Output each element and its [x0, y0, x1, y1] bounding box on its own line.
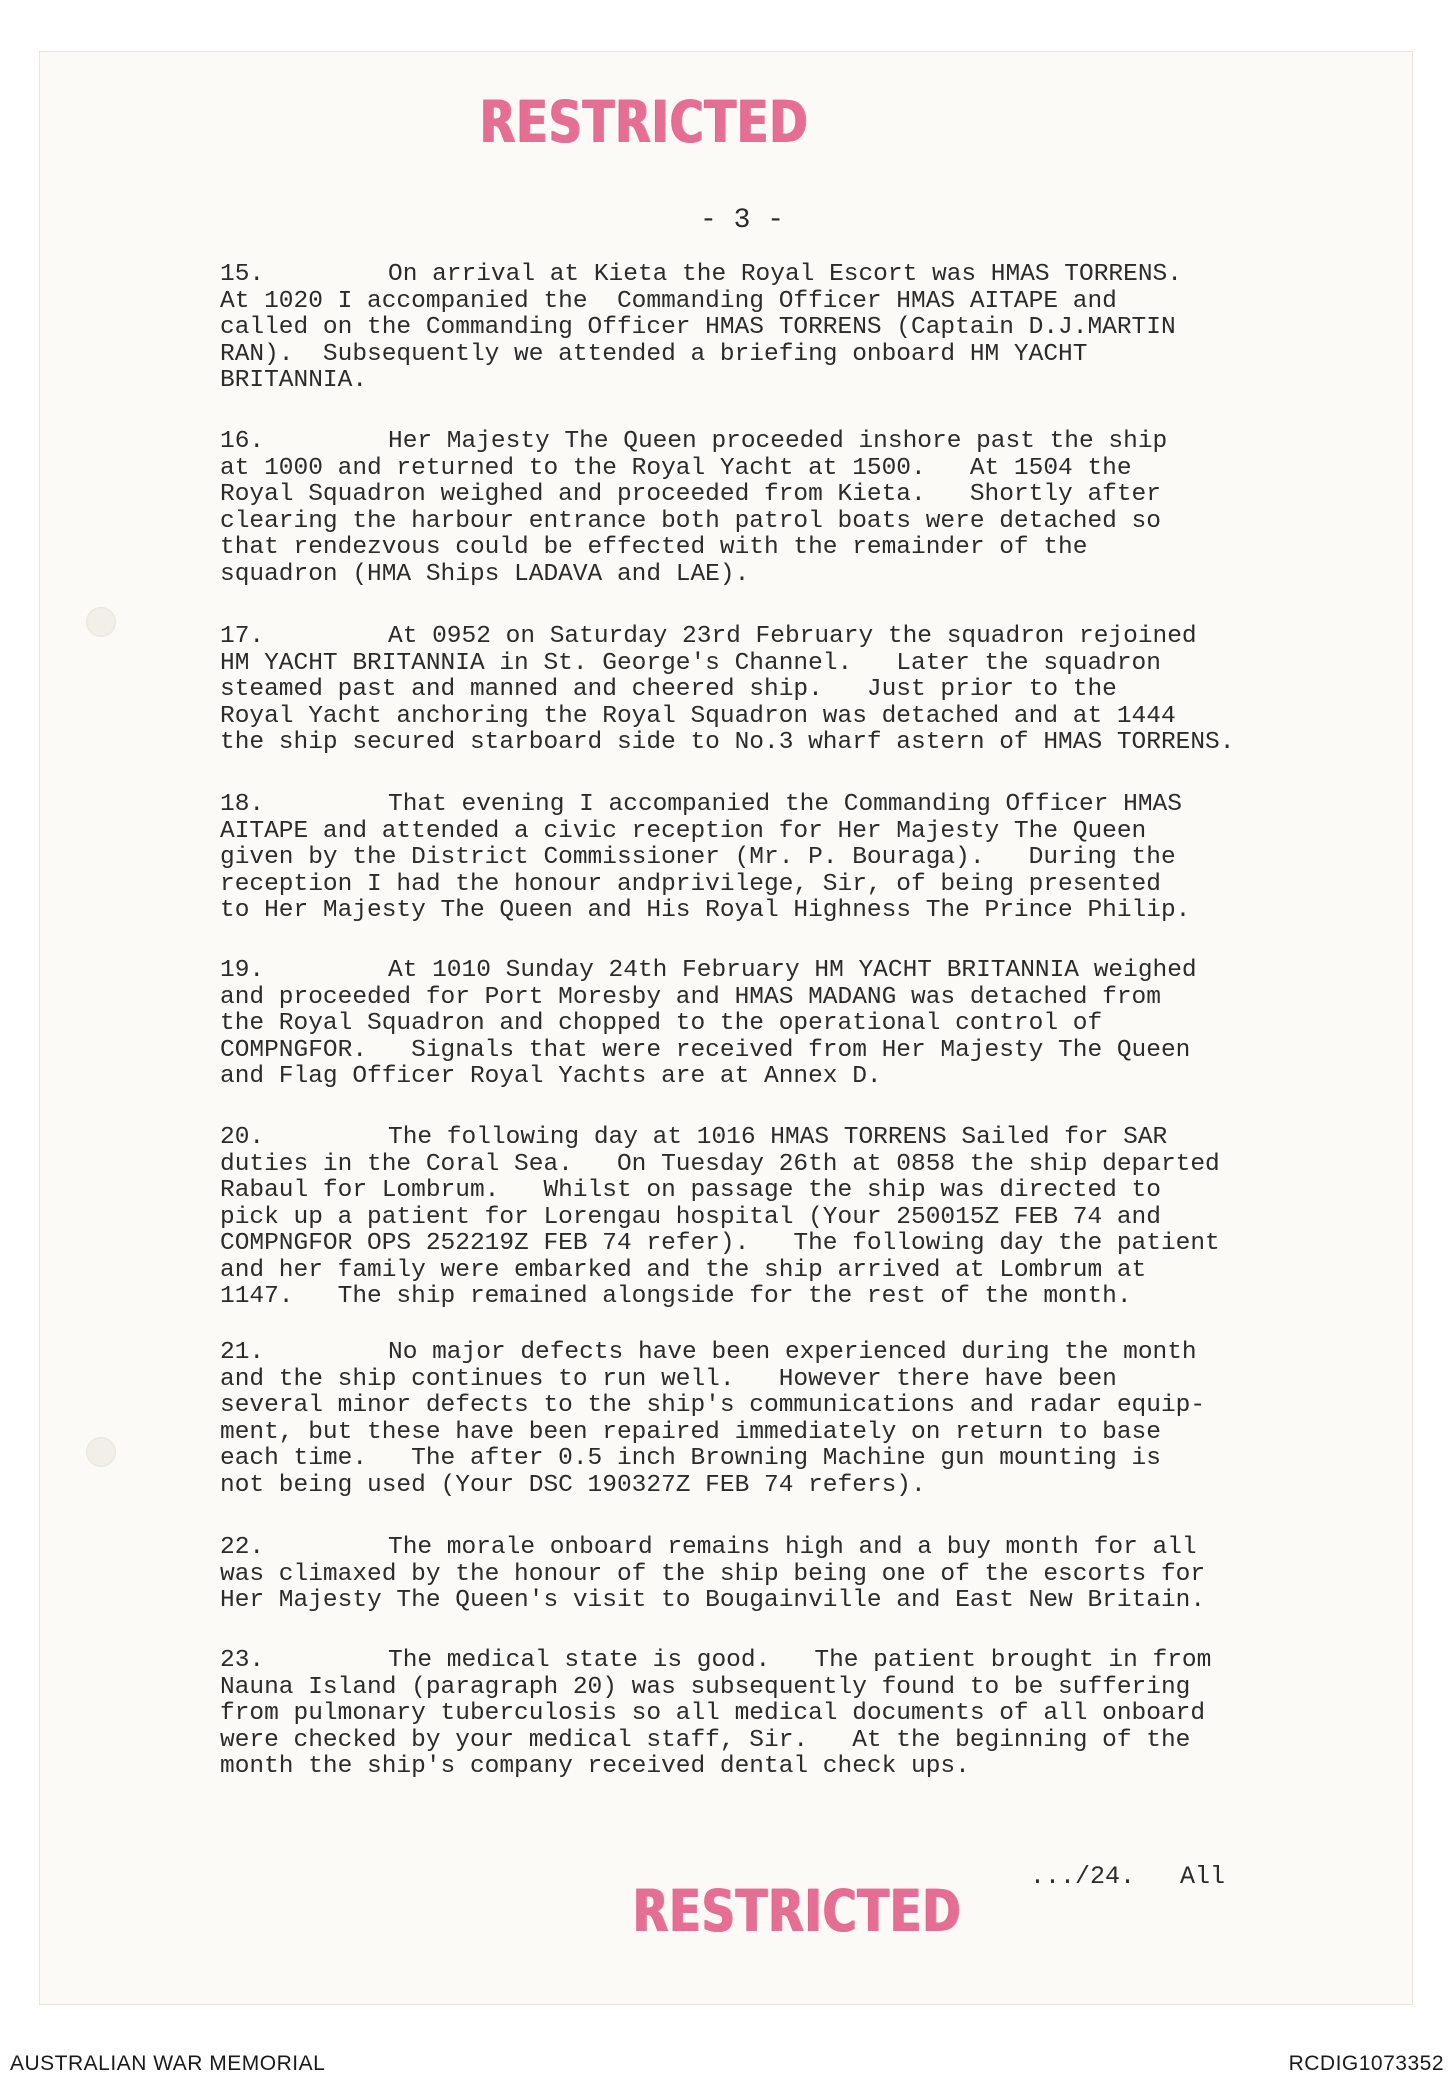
- paragraph-line: [220, 819, 1330, 846]
- paragraph-18: [220, 792, 1330, 925]
- paragraph-line: [220, 1754, 1330, 1781]
- paragraph-text: squadron (HMA Ships LADAVA and LAE).: [220, 560, 750, 588]
- paragraph-line: [220, 958, 1330, 985]
- footer-source: AUSTRALIAN WAR MEMORIAL: [10, 2052, 326, 2075]
- paragraph-line: [220, 1473, 1330, 1500]
- paragraph-text: given by the District Commissioner (Mr. P. Bouraga). During the: [220, 844, 1176, 871]
- paragraph-line: [220, 1152, 1330, 1179]
- paragraph-line: [220, 429, 1330, 456]
- paragraph-text: COMPNGFOR OPS 252219Z FEB 74 refer). The following day the patient: [220, 1230, 1220, 1257]
- paragraph-line: [220, 1648, 1330, 1675]
- paragraph-line: [220, 1038, 1330, 1065]
- paragraph-line: [220, 1588, 1330, 1615]
- paragraph-text: to Her Majesty The Queen and His Royal Highness The Prince Philip.: [220, 897, 1191, 924]
- paragraph-number: 17.: [220, 623, 265, 650]
- paragraph-text: At 1010 Sunday 24th February HM YACHT BRITANNIA weighed: [388, 957, 1197, 984]
- paragraph-line: [220, 1535, 1330, 1562]
- paragraph-line: [220, 482, 1330, 509]
- paragraph-text: duties in the Coral Sea. On Tuesday 26th at 0858 the ship departed: [220, 1150, 1220, 1178]
- paragraph-number: 19.: [220, 957, 265, 984]
- paragraph-line: [220, 289, 1330, 316]
- paragraph-line: [220, 1367, 1330, 1394]
- paragraph-line: [220, 1420, 1330, 1447]
- paragraph-line: [220, 872, 1330, 899]
- paragraph-text: The medical state is good. The patient brought in from: [388, 1647, 1212, 1674]
- paragraph-number: 23.: [220, 1647, 265, 1674]
- paragraph-line: [220, 1064, 1330, 1091]
- paragraph-line: [220, 1125, 1330, 1152]
- paragraph-text: Her Majesty The Queen's visit to Bougainville and East New Britain.: [220, 1587, 1206, 1614]
- paragraph-line: [220, 1393, 1330, 1420]
- paragraph-text: On arrival at Kieta the Royal Escort was HMAS TORRENS.: [388, 261, 1182, 288]
- paragraph-text: RAN). Subsequently we attended a briefing onboard HM YACHT: [220, 340, 1088, 368]
- paragraph-line: [220, 456, 1330, 483]
- paragraph-number: 20.: [220, 1124, 265, 1151]
- paragraph-number: 15.: [220, 261, 265, 288]
- paragraph-line: [220, 1284, 1330, 1311]
- paragraph-line: [220, 651, 1330, 678]
- paragraph-line: [220, 535, 1330, 562]
- paragraph-line: [220, 1562, 1330, 1589]
- paragraph-22: [220, 1535, 1330, 1615]
- paragraph-text: No major defects have been experienced during the month: [388, 1339, 1197, 1366]
- paragraph-text: clearing the harbour entrance both patrol boats were detached so: [220, 507, 1161, 535]
- paragraph-text: ment, but these have been repaired immediately on return to base: [220, 1418, 1161, 1446]
- paragraph-text: That evening I accompanied the Commanding Officer HMAS: [388, 791, 1182, 818]
- paragraph-line: [220, 262, 1330, 289]
- paragraph-15: [220, 262, 1330, 395]
- paragraph-line: [220, 1675, 1330, 1702]
- paragraph-text: were checked by your medical staff, Sir. At the beginning of the: [220, 1726, 1191, 1754]
- paragraph-line: [220, 845, 1330, 872]
- paragraph-number: 18.: [220, 791, 265, 818]
- paragraph-line: [220, 368, 1330, 395]
- paragraph-21: [220, 1340, 1330, 1499]
- paragraph-line: [220, 342, 1330, 369]
- restricted-stamp-top: RESTRICTED: [480, 88, 809, 156]
- paragraph-line: [220, 985, 1330, 1012]
- paragraph-line: [220, 704, 1330, 731]
- paragraph-text: at 1000 and returned to the Royal Yacht at 1500. At 1504 the: [220, 454, 1132, 482]
- paragraph-line: [220, 624, 1330, 651]
- paragraph-text: and her family were embarked and the ship arrived at Lombrum at: [220, 1256, 1147, 1284]
- paragraph-text: the ship secured starboard side to No.3 wharf astern of HMAS TORRENS.: [220, 729, 1235, 756]
- paragraph-23: [220, 1648, 1330, 1781]
- page-number: - 3 -: [700, 205, 785, 236]
- paragraph-text: from pulmonary tuberculosis so all medical documents of all onboard: [220, 1700, 1206, 1727]
- paragraph-line: [220, 315, 1330, 342]
- paragraph-text: Royal Squadron weighed and proceeded from Kieta. Shortly after: [220, 481, 1161, 508]
- paragraph-text: HM YACHT BRITANNIA in St. George's Channel. Later the squadron: [220, 649, 1161, 677]
- paragraph-text: steamed past and manned and cheered ship. Just prior to the: [220, 676, 1117, 703]
- paragraph-line: [220, 1258, 1330, 1285]
- paragraph-text: that rendezvous could be effected with the remainder of the: [220, 534, 1088, 561]
- punch-hole: [86, 1437, 116, 1467]
- paragraph-number: 21.: [220, 1339, 265, 1366]
- footer-id: RCDIG1073352: [1288, 2052, 1444, 2075]
- paragraph-text: each time. The after 0.5 inch Browning Machine gun mounting is: [220, 1445, 1161, 1472]
- paragraph-text: was climaxed by the honour of the ship being one of the escorts for: [220, 1560, 1206, 1588]
- paragraph-text: 1147. The ship remained alongside for the rest of the month.: [220, 1283, 1132, 1310]
- paragraph-line: [220, 677, 1330, 704]
- paragraph-line: [220, 1178, 1330, 1205]
- paragraph-19: [220, 958, 1330, 1091]
- paragraph-line: [220, 792, 1330, 819]
- paragraph-20: [220, 1125, 1330, 1311]
- paragraph-line: [220, 1340, 1330, 1367]
- paragraph-line: [220, 1701, 1330, 1728]
- paragraph-text: The morale onboard remains high and a buy month for all: [388, 1534, 1197, 1561]
- paragraph-line: [220, 562, 1330, 589]
- paragraph-number: 16.: [220, 428, 265, 455]
- paragraph-text: and the ship continues to run well. However there have been: [220, 1365, 1117, 1393]
- punch-hole: [86, 607, 116, 637]
- paragraph-text: Rabaul for Lombrum. Whilst on passage the ship was directed to: [220, 1177, 1161, 1204]
- paragraph-text: reception I had the honour andprivilege, Sir, of being presented: [220, 870, 1161, 898]
- paragraph-text: At 0952 on Saturday 23rd February the squadron rejoined: [388, 623, 1197, 650]
- paragraph-text: and proceeded for Port Moresby and HMAS MADANG was detached from: [220, 983, 1161, 1011]
- restricted-stamp-bottom: RESTRICTED: [633, 1877, 962, 1945]
- paragraph-text: Royal Yacht anchoring the Royal Squadron was detached and at 1444: [220, 702, 1176, 730]
- paragraph-line: [220, 509, 1330, 536]
- paragraph-text: COMPNGFOR. Signals that were received from Her Majesty The Queen: [220, 1036, 1191, 1064]
- paragraph-text: and Flag Officer Royal Yachts are at Annex D.: [220, 1063, 882, 1090]
- paragraph-line: [220, 1446, 1330, 1473]
- paragraph-text: not being used (Your DSC 190327Z FEB 74 refers).: [220, 1471, 926, 1499]
- paragraph-line: [220, 1231, 1330, 1258]
- paragraph-line: [220, 1728, 1330, 1755]
- paragraph-text: At 1020 I accompanied the Commanding Officer HMAS AITAPE and: [220, 287, 1117, 315]
- paragraph-17: [220, 624, 1330, 757]
- paragraph-text: AITAPE and attended a civic reception for Her Majesty The Queen: [220, 817, 1147, 845]
- paragraph-line: [220, 730, 1330, 757]
- paragraph-text: Nauna Island (paragraph 20) was subsequently found to be suffering: [220, 1673, 1191, 1701]
- paragraph-line: [220, 1011, 1330, 1038]
- paragraph-text: month the ship's company received dental check ups.: [220, 1753, 970, 1780]
- paragraph-text: pick up a patient for Lorengau hospital (Your 250015Z FEB 74 and: [220, 1203, 1161, 1231]
- paragraph-line: [220, 1205, 1330, 1232]
- paragraph-line: [220, 898, 1330, 925]
- paragraph-text: Her Majesty The Queen proceeded inshore past the ship: [388, 428, 1168, 455]
- paragraph-text: the Royal Squadron and chopped to the operational control of: [220, 1010, 1103, 1037]
- paragraph-text: called on the Commanding Officer HMAS TORRENS (Captain D.J.MARTIN: [220, 314, 1176, 341]
- paragraph-text: The following day at 1016 HMAS TORRENS Sailed for SAR: [388, 1124, 1168, 1151]
- paragraph-text: several minor defects to the ship's communications and radar equip-: [220, 1392, 1206, 1419]
- paragraph-number: 22.: [220, 1534, 265, 1561]
- catchword: .../24. All: [1030, 1862, 1226, 1891]
- paragraph-16: [220, 429, 1330, 588]
- paragraph-text: BRITANNIA.: [220, 367, 368, 394]
